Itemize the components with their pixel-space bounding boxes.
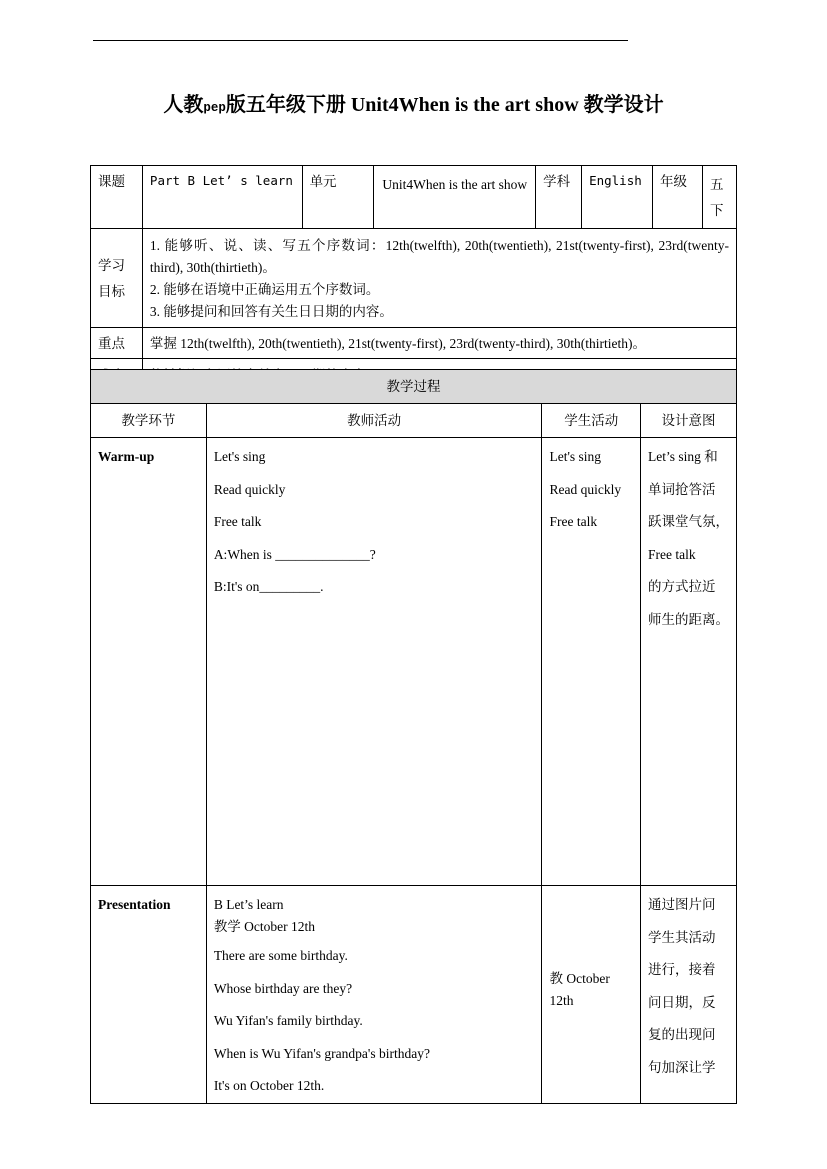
presentation-stage: Presentation (98, 897, 171, 912)
key-value: 掌握 12th(twelfth), 20th(twentieth), 21st(twenty-first), 23rd(twenty-third), 30th(thirtieth)。 (142, 328, 736, 359)
presentation-intent-line: 句加深让学 (647, 1059, 716, 1075)
warmup-teacher-line: Let's sing (213, 449, 266, 464)
warmup-intent-cell (640, 438, 736, 886)
warmup-row (91, 438, 737, 886)
topic-label: 课题 (91, 166, 143, 229)
presentation-intent-line: 问日期，反 (647, 994, 716, 1010)
info-row-topic (91, 166, 737, 229)
goals-label: 学习目标 (91, 229, 143, 328)
grade-label: 年级 (653, 166, 703, 229)
document-title (0, 88, 827, 117)
title-suffix: 版五年级下册 Unit4When is the art show 教学设计 (225, 94, 664, 116)
warmup-teacher-line: Free talk (213, 514, 262, 529)
warmup-intent-line: 跃课堂气氛， (647, 514, 729, 529)
info-row-goals (91, 229, 737, 328)
presentation-teacher-line: It's on October 12th. (213, 1078, 325, 1093)
warmup-teacher-line: Read quickly (213, 481, 286, 497)
goals-list (142, 229, 736, 328)
goal-item: 2. 能够在语境中正确运用五个序数词。 (149, 282, 380, 297)
warmup-student-line: Let's sing (549, 449, 602, 464)
presentation-teacher-line: Whose birthday are they? (213, 980, 353, 996)
process-header: 教学过程 (91, 370, 737, 404)
presentation-intent-line: 复的出现问 (647, 1027, 716, 1042)
topic-value: Part B Let’ s learn (142, 166, 302, 229)
warmup-stage: Warm-up (98, 449, 155, 464)
warmup-intent-line: Let’s sing 和 (647, 449, 718, 464)
presentation-stage-cell (91, 886, 207, 1104)
presentation-teacher-line: Wu Yifan's family birthday. (213, 1013, 363, 1028)
subject-value: English (582, 166, 653, 229)
title-prefix: 人教 (163, 94, 204, 116)
presentation-teacher-line: B Let’s learn (213, 897, 284, 912)
presentation-intent-line: 通过图片问 (647, 897, 716, 912)
warmup-intent-line: 单词抢答活 (647, 481, 716, 497)
col-teacher: 教师活动 (206, 404, 542, 438)
presentation-student: 教 October 12th (542, 886, 641, 1104)
warmup-stage-cell (91, 438, 207, 886)
warmup-intent-line: Free talk (647, 546, 696, 562)
warmup-teacher-cell (206, 438, 542, 886)
warmup-student-cell (542, 438, 641, 886)
presentation-teacher-line: 教学 October 12th (213, 919, 316, 934)
presentation-row (91, 886, 737, 1104)
warmup-student-line: Free talk (549, 514, 598, 529)
process-header-row (91, 370, 737, 404)
title-pep: pep (203, 101, 226, 115)
subject-label: 学科 (536, 166, 582, 229)
warmup-intent-line: 的方式拉近 (647, 579, 716, 594)
warmup-teacher-line: B:It's on_________. (213, 579, 324, 594)
presentation-teacher-line: When is Wu Yifan's grandpa's birthday? (213, 1045, 430, 1061)
key-label: 重点 (91, 328, 143, 359)
grade-value: 五下 (702, 166, 736, 229)
teaching-process-table (90, 369, 737, 1104)
process-column-row (91, 404, 737, 438)
goal-item: 3. 能够提问和回答有关生日日期的内容。 (149, 304, 393, 319)
presentation-teacher-line: There are some birthday. (213, 948, 348, 963)
col-stage: 教学环节 (91, 404, 207, 438)
presentation-intent-cell (640, 886, 736, 1104)
col-intent: 设计意图 (640, 404, 736, 438)
warmup-teacher-line: A:When is ______________? (213, 546, 376, 562)
col-student: 学生活动 (542, 404, 641, 438)
warmup-student-line: Read quickly (549, 481, 622, 497)
lesson-info-table (90, 165, 737, 392)
unit-label: 单元 (302, 166, 374, 229)
info-row-key (91, 328, 737, 359)
header-rule (93, 40, 628, 41)
warmup-intent-line: 师生的距离。 (647, 611, 729, 627)
presentation-intent-line: 学生其活动 (647, 929, 716, 945)
unit-value: Unit4When is the art show (374, 166, 536, 229)
goal-item: 1. 能够听、说、读、写五个序数词：12th(twelfth), 20th(twentieth), 21st(twenty-first), 23rd(twenty-third), 30th(thirtieth)。 (149, 238, 729, 275)
presentation-intent-line: 进行，接着 (647, 962, 716, 977)
presentation-teacher-cell (206, 886, 542, 1104)
